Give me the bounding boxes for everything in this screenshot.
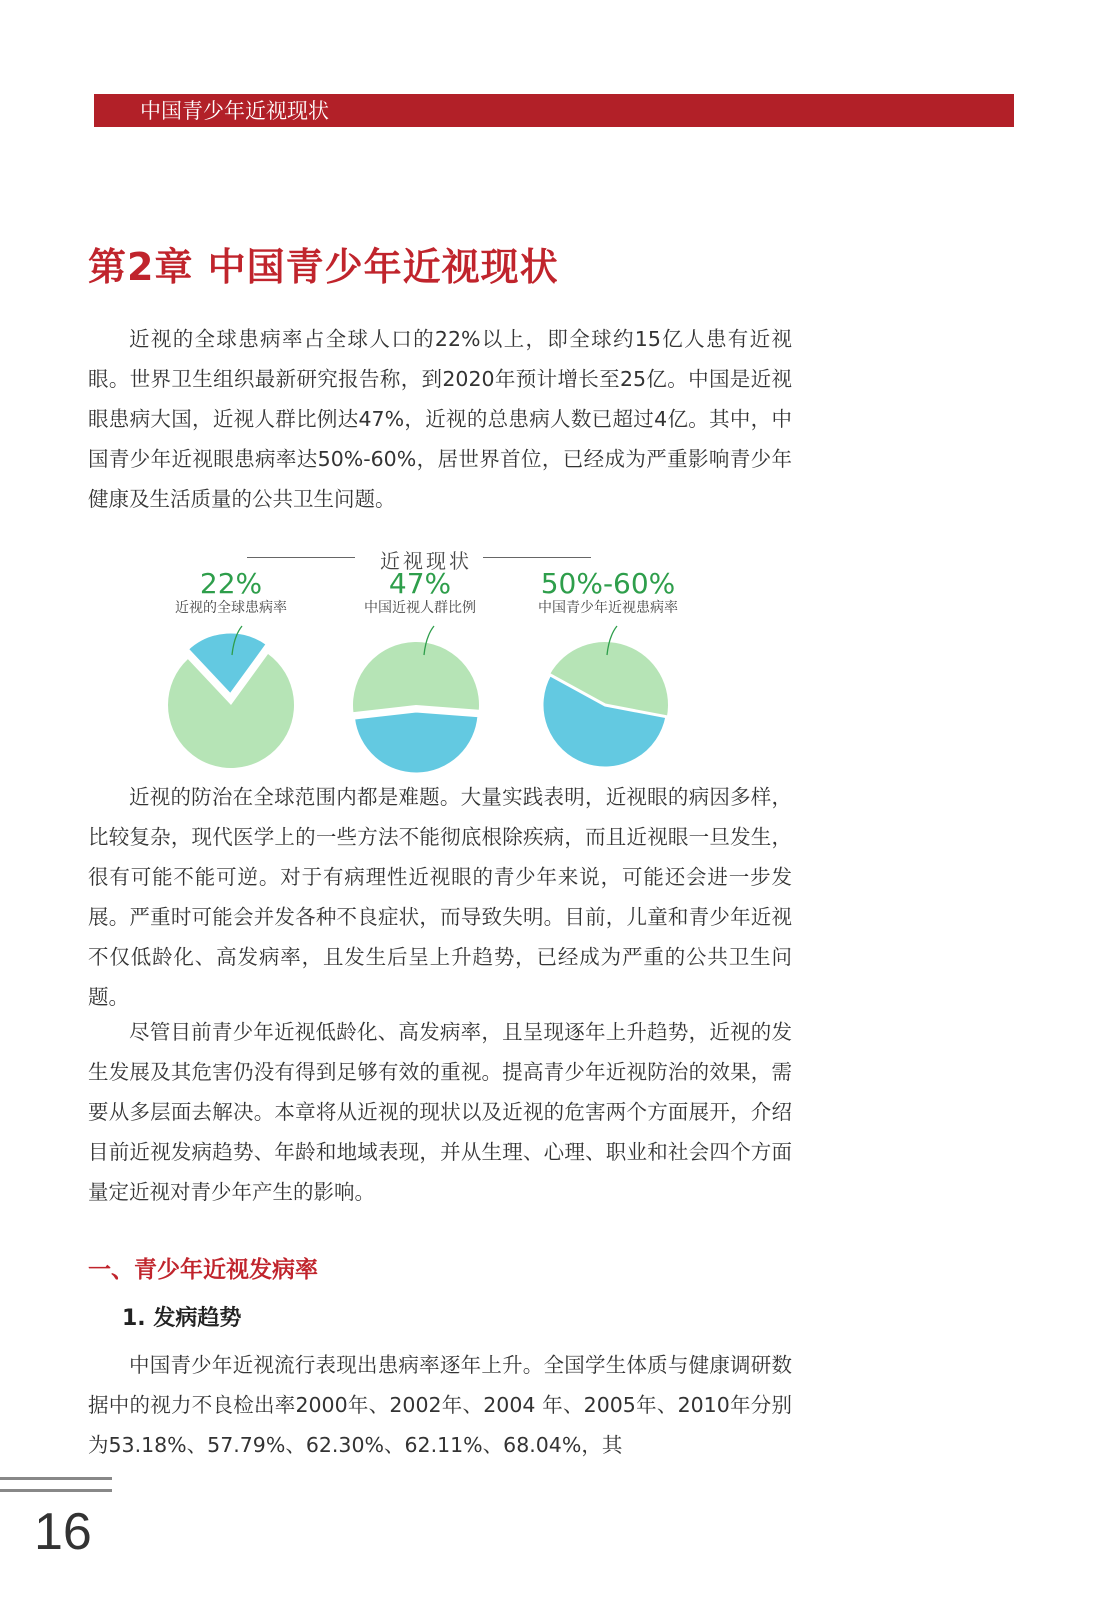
paragraph-trend: 中国青少年近视流行表现出患病率逐年上升。全国学生体质与健康调研数据中的视力不良检出率2000年、2002年、2004 年、2005年、2010年分别为53.18%、57.79%、62.30%、62.11%、68.04%，其 — [88, 1353, 792, 1457]
pie-value-3: 50%-60% — [540, 567, 676, 600]
pie-2-highlight-slice — [354, 711, 479, 774]
footer-rule-bottom — [0, 1489, 112, 1492]
paragraph-chapter-overview: 尽管目前青少年近视低龄化、高发病率，且呈现逐年上升趋势，近视的发生发展及其危害仍没有得到足够有效的重视。提高青少年近视防治的效果，需要从多层面去解决。本章将从近视的现状以及近视的危害两个方面展开，介绍目前近视发病趋势、年龄和地域表现，并从生理、心理、职业和社会四个方面量定近视对青少年产生的影响。 — [88, 1020, 792, 1204]
figure-title: 近视现状 — [380, 549, 472, 573]
pie-2-rest-slice — [353, 642, 479, 712]
chapter-title: 第2章 中国青少年近视现状 — [88, 245, 559, 289]
pie-label-1: 近视的全球患病率 — [175, 600, 287, 616]
header-title: 中国青少年近视现状 — [140, 99, 329, 123]
pie-label-3: 中国青少年近视患病率 — [538, 600, 678, 616]
pie-label-2: 中国近视人群比例 — [364, 600, 476, 616]
page-number: 16 — [34, 1503, 92, 1561]
pie-value-1: 22% — [199, 567, 263, 600]
pie-value-2: 47% — [388, 567, 452, 600]
sub-heading: 1. 发病趋势 — [122, 1306, 242, 1331]
footer-rule-top — [0, 1477, 112, 1480]
paragraph-prevention: 近视的防治在全球范围内都是难题。大量实践表明，近视眼的病因多样，比较复杂，现代医学上的一些方法不能彻底根除疾病，而且近视眼一旦发生，很有可能不能可逆。对于有病理性近视眼的青少年来说，可能还会进一步发展。严重时可能会并发各种不良症状，而导致失明。目前，儿童和青少年近视不仅低龄化、高发病率，且发生后呈上升趋势，已经成为严重的公共卫生问题。 — [88, 785, 792, 1009]
section-heading: 一、青少年近视发病率 — [88, 1257, 318, 1283]
paragraph-intro: 近视的全球患病率占全球人口的22%以上，即全球约15亿人患有近视眼。世界卫生组织最新研究报告称，到2020年预计增长至25亿。中国是近视眼患病大国，近视人群比例达47%，近视的总患病人数已超过4亿。其中，中国青少年近视眼患病率达50%-60%，居世界首位，已经成为严重影响青少年健康及生活质量的公共卫生问题。 — [88, 327, 792, 511]
pie-charts — [0, 0, 1109, 800]
